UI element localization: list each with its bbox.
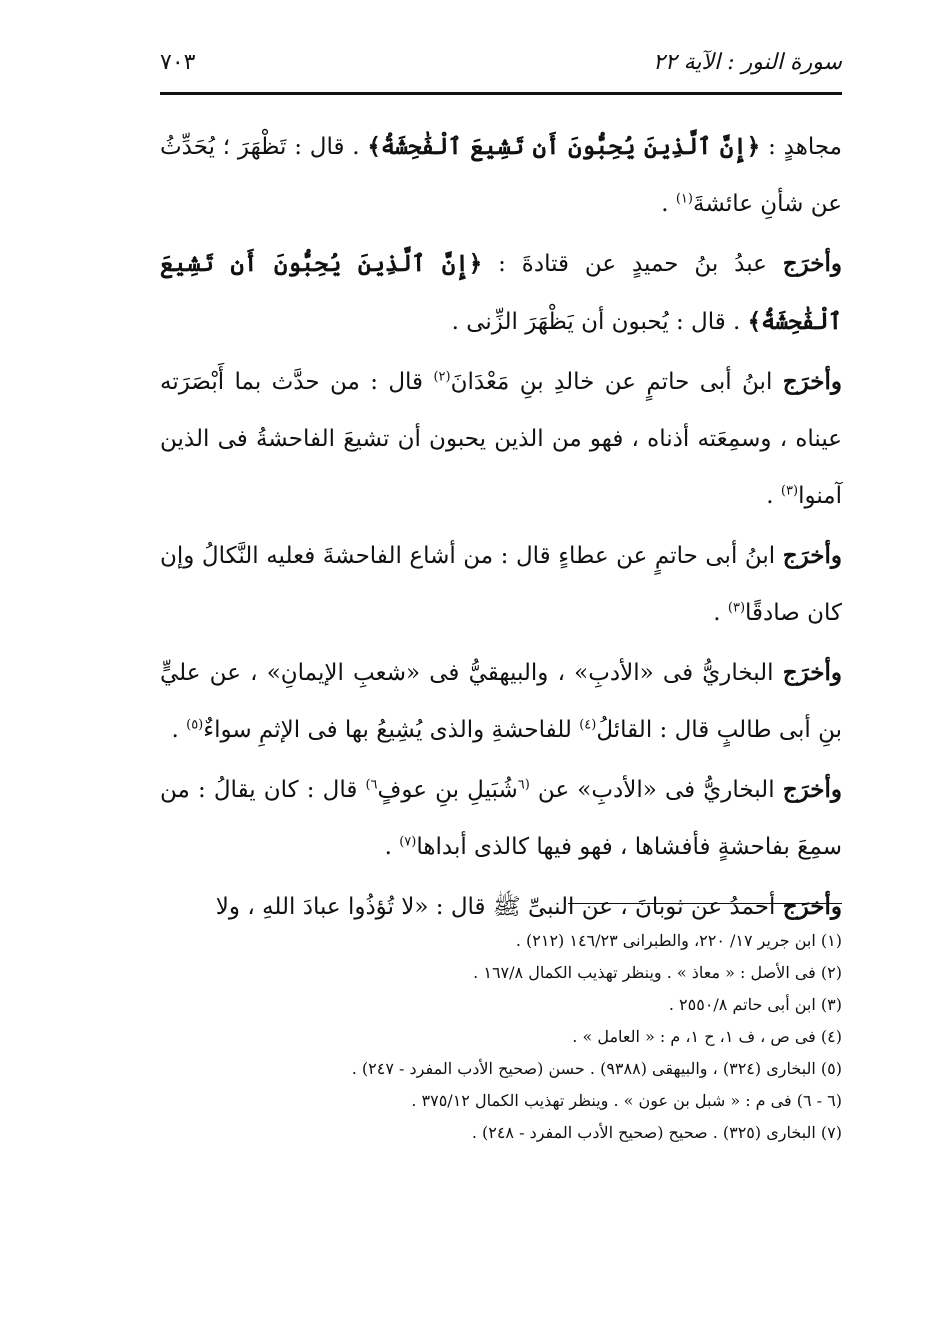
paragraph-6 (160, 761, 842, 876)
paragraph-text: . (384, 834, 400, 860)
footnote-item: (٣) ابن أبى حاتم ٢٥٥٠/٨ . (668, 995, 842, 1014)
paragraph-text: قال : كان يقالُ : من سمِعَ بفاحشةٍ فأفشاها ، فهو فيها كالذى أبداها (160, 777, 842, 860)
quran-verse: ﴿إِنَّ ٱلَّذِينَ يُحِبُّونَ أَن تَشِيعَ ٱلْفَٰحِشَةُ﴾ (160, 250, 842, 335)
footnote-item: (٤) فى ص ، ف ١، ح ١، م : « العامل » . (572, 1027, 842, 1046)
paragraph-text: . (661, 191, 676, 217)
paragraph-text: . (171, 717, 187, 743)
paragraph-text: مجاهدٍ : (760, 134, 843, 160)
paragraph-text: ابنُ أبى حاتمٍ عن خالدِ بنِ مَعْدَانَ (450, 369, 783, 395)
surah-heading: سورة النور : الآية ٢٢ (653, 49, 842, 75)
paragraph-text: . قال : يُحبون أن يَظْهَرَ الزِّنى . (451, 309, 748, 335)
paragraph-text: شُبَيلِ بنِ عوفٍ (377, 777, 518, 803)
paragraph-text: . (766, 483, 781, 509)
paragraph-text: قال : من حدَّث بما أَبْصَرَته عيناه ، وسمِعَته أذناه ، فهو من الذين يحبون أن تشيعَ الفاحشةُ فى الذين آمنوا (160, 369, 842, 509)
paragraph-text: للفاحشةِ والذى يُشِيعُ بها فى الإثمِ سواءٌ (203, 717, 580, 743)
paragraph-lead: وأخرَج (782, 893, 842, 920)
paragraph-3 (160, 353, 842, 525)
footnote-marker: (٣) (727, 600, 746, 616)
footnote-item: (٥) البخارى (٣٢٤) ، والبيهقى (٩٣٨٨) . حسن (صحيح الأدب المفرد - ٢٤٧) . (351, 1059, 842, 1078)
header-divider (160, 92, 842, 95)
footnotes (220, 925, 842, 1149)
footnote-marker: ٦) (365, 777, 378, 793)
footnote-marker: (٥) (186, 717, 204, 733)
paragraph-5 (160, 644, 842, 759)
footnote-marker: (٤) (579, 717, 597, 733)
footnote-item: (٢) فى الأصل : « معاذ » . وينظر تهذيب الكمال ١٦٧/٨ . (473, 963, 842, 982)
footnote-marker: (٧) (399, 834, 417, 850)
paragraph-lead: وأخرَج (782, 368, 843, 395)
paragraph-lead: وأخرَج (782, 776, 842, 803)
footnote-marker: (٢) (433, 369, 451, 385)
paragraph-1 (160, 118, 842, 233)
paragraph-text: البخاريُّ فى «الأدبِ» عن (529, 777, 783, 803)
page-number: ٧٠٣ (160, 49, 196, 75)
quran-verse: ﴿إِنَّ ٱلَّذِينَ يُحِبُّونَ أَن تَشِيعَ ٱلْفَٰحِشَةُ﴾ (367, 133, 761, 160)
paragraph-4 (160, 527, 842, 642)
page-header (160, 42, 842, 82)
paragraph-text: . (713, 600, 728, 626)
paragraph-text: عبدُ بنُ حميدٍ عن قتادةَ : (482, 251, 783, 277)
footnote-item: (٧) البخارى (٣٢٥) . صحيح (صحيح الأدب المفرد - ٢٤٨) . (471, 1123, 842, 1142)
paragraph-lead: وأخرَج (782, 542, 842, 569)
footnote-item: (٦ - ٦) فى م : « شبل بن عون » . وينظر تهذيب الكمال ٣٧٥/١٢ . (411, 1091, 842, 1110)
footnote-marker: (٦ (517, 777, 530, 793)
paragraph-2 (160, 235, 842, 351)
paragraph-lead: وأخرَج (782, 659, 842, 686)
paragraph-text: البخاريُّ فى «الأدبِ» ، والبيهقيُّ فى «شعبِ الإيمانِ» ، عن عليٍّ بنِ أبى طالبٍ قال : القائلُ (160, 660, 842, 743)
paragraph-text: أحمدُ عن ثوبانَ ، عن النبىِّ ﷺ قال : «لا تُؤذُوا عبادَ اللهِ ، ولا (215, 894, 783, 920)
footnote-marker: (٣) (780, 483, 799, 499)
footnote-marker: (١) (675, 191, 693, 207)
paragraph-text: . قال : تَظْهَرَ ؛ يُحَدِّثُ عن شأنِ عائشةَ (160, 134, 842, 217)
paragraph-lead: وأخرَج (782, 250, 842, 277)
paragraph-text: ابنُ أبى حاتمٍ عن عطاءٍ قال : من أشاع الفاحشةَ فعليه النَّكالُ وإن كان صادقًا (160, 543, 842, 626)
main-text (160, 118, 842, 938)
footnote-divider (568, 903, 842, 904)
footnote-item: (١) ابن جرير ١٧/ ٢٢٠، والطبرانى ١٤٦/٢٣ (٢١٢) . (515, 931, 842, 950)
